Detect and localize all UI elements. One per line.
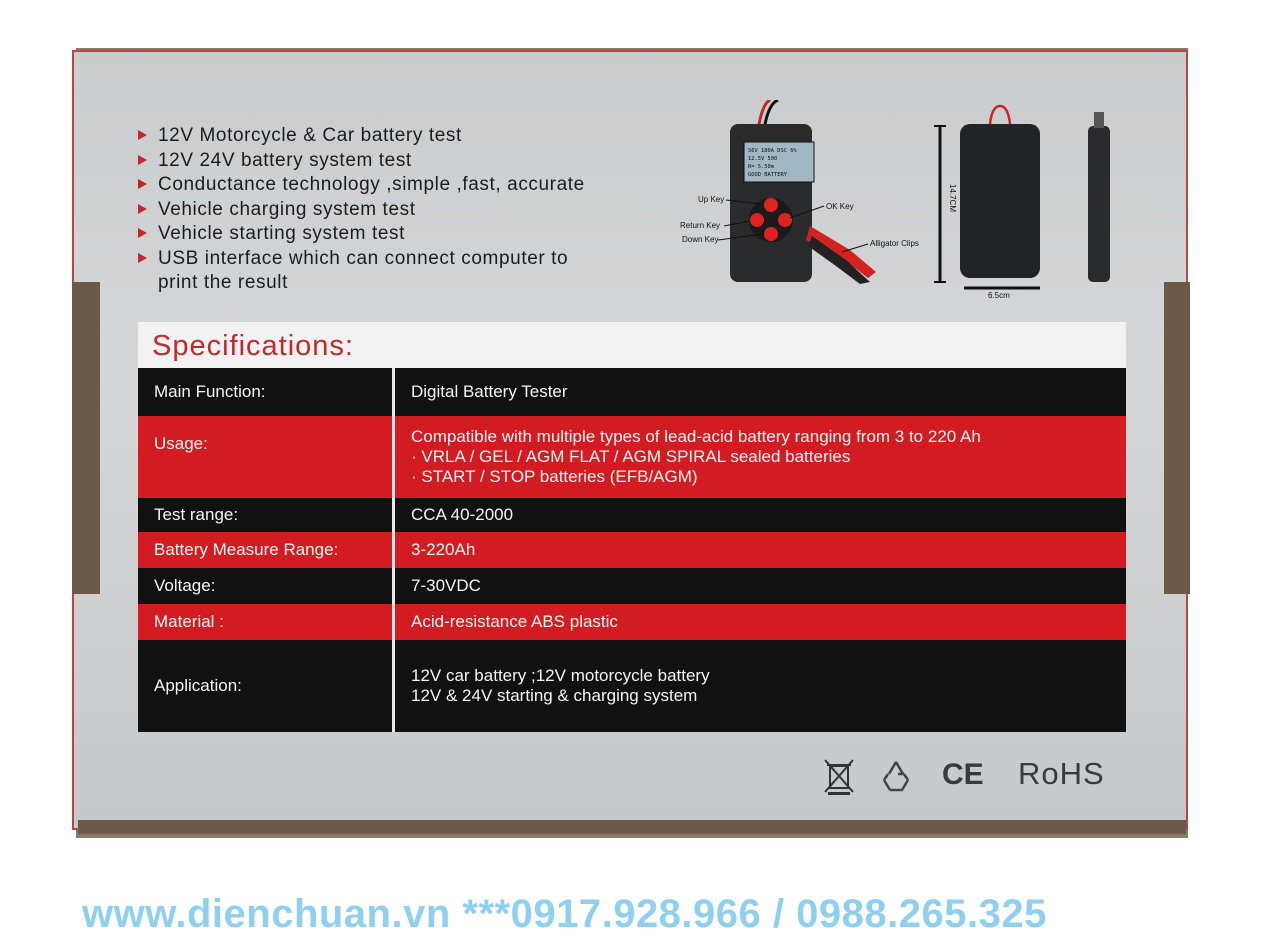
feature-item — [136, 222, 585, 247]
label-down-key: Down Key — [682, 235, 719, 244]
spec-key: Main Function: — [138, 368, 394, 416]
feature-text: USB interface which can connect computer to — [158, 247, 569, 269]
recycle-icon — [878, 758, 914, 794]
box-flap-right — [1164, 282, 1190, 594]
side-connector — [1094, 112, 1104, 128]
spec-row — [138, 368, 1126, 416]
weee-bin-icon — [822, 756, 856, 796]
spec-key: Usage: — [138, 416, 394, 498]
tester-back-view — [960, 124, 1040, 278]
lcd-line: 12.5V 500 — [748, 156, 778, 162]
feature-item — [136, 198, 585, 223]
spec-value: CCA 40-2000 — [394, 498, 1127, 532]
feature-list — [136, 124, 585, 296]
spec-value: 7-30VDC — [394, 568, 1127, 604]
label-return-key: Return Key — [680, 221, 721, 230]
spec-row — [138, 640, 1126, 732]
feature-text: 12V Motorcycle & Car battery test — [158, 125, 462, 146]
bullet-arrow-icon — [138, 204, 147, 214]
spec-value: Digital Battery Tester — [394, 368, 1127, 416]
label-height: 14.7CM — [948, 184, 957, 213]
feature-text: 12V 24V battery system test — [158, 149, 412, 171]
feature-item — [136, 247, 585, 272]
spec-value-line: · START / STOP batteries (EFB/AGM) — [411, 467, 698, 486]
spec-key: Battery Measure Range: — [138, 532, 394, 568]
lcd-line: S6V 180A DSC 6% — [748, 148, 797, 154]
spec-value-line: · VRLA / GEL / AGM FLAT / AGM SPIRAL sealed batteries — [411, 447, 851, 466]
ok-key-icon — [778, 213, 792, 227]
spec-key: Voltage: — [138, 568, 394, 604]
feature-item-continued — [136, 271, 585, 296]
bullet-arrow-icon — [138, 253, 147, 263]
spec-table — [138, 368, 1126, 732]
cable-back — [990, 106, 1010, 124]
bullet-arrow-icon — [138, 179, 147, 189]
spec-row — [138, 498, 1126, 532]
rohs-mark: RoHS — [1018, 756, 1105, 791]
label-alligator-clips: Alligator Clips — [870, 239, 919, 248]
bullet-arrow-icon — [138, 155, 147, 165]
box-bottom-edge — [78, 820, 1186, 834]
bullet-arrow-icon — [138, 130, 147, 140]
spec-title: Specifications: — [152, 330, 354, 362]
label-up-key: Up Key — [698, 195, 725, 204]
spec-value-line: Compatible with multiple types of lead-acid battery ranging from 3 to 220 Ah — [411, 427, 981, 446]
spec-value — [394, 640, 1127, 732]
spec-value-line: 12V & 24V starting & charging system — [411, 686, 698, 705]
spec-row — [138, 604, 1126, 640]
spec-value: 3-220Ah — [394, 532, 1127, 568]
spec-key: Application: — [138, 640, 394, 732]
down-key-icon — [764, 227, 778, 241]
return-key-icon — [750, 213, 764, 227]
lcd-line: R= 5.50m — [748, 164, 774, 170]
feature-text: Vehicle charging system test — [158, 198, 416, 220]
spec-key: Material : — [138, 604, 394, 640]
tester-side-view — [1088, 126, 1110, 282]
label-ok-key: OK Key — [826, 202, 854, 211]
spec-header — [138, 322, 1126, 368]
ce-mark: CE — [942, 758, 984, 791]
spec-row — [138, 568, 1126, 604]
spec-row — [138, 416, 1126, 498]
feature-item — [136, 149, 585, 174]
feature-item — [136, 124, 585, 149]
lcd-line: GOOD BATTERY — [748, 172, 787, 178]
feature-text: print the result — [158, 272, 288, 293]
feature-item — [136, 173, 585, 198]
up-key-icon — [764, 198, 778, 212]
box-flap-left — [72, 282, 100, 594]
bullet-arrow-icon — [138, 228, 147, 238]
spec-value — [394, 416, 1127, 498]
footer-watermark: www.dienchuan.vn ***0917.928.966 / 0988.265.325 — [82, 892, 1047, 936]
feature-text: Vehicle starting system test — [158, 223, 406, 244]
spec-value: Acid-resistance ABS plastic — [394, 604, 1127, 640]
label-width: 6.5cm — [988, 291, 1010, 300]
spec-value-line: 12V car battery ;12V motorcycle battery — [411, 666, 710, 685]
spec-key: Test range: — [138, 498, 394, 532]
feature-text: Conductance technology ,simple ,fast, accurate — [158, 174, 585, 195]
spec-row — [138, 532, 1126, 568]
device-diagram — [670, 100, 1130, 305]
